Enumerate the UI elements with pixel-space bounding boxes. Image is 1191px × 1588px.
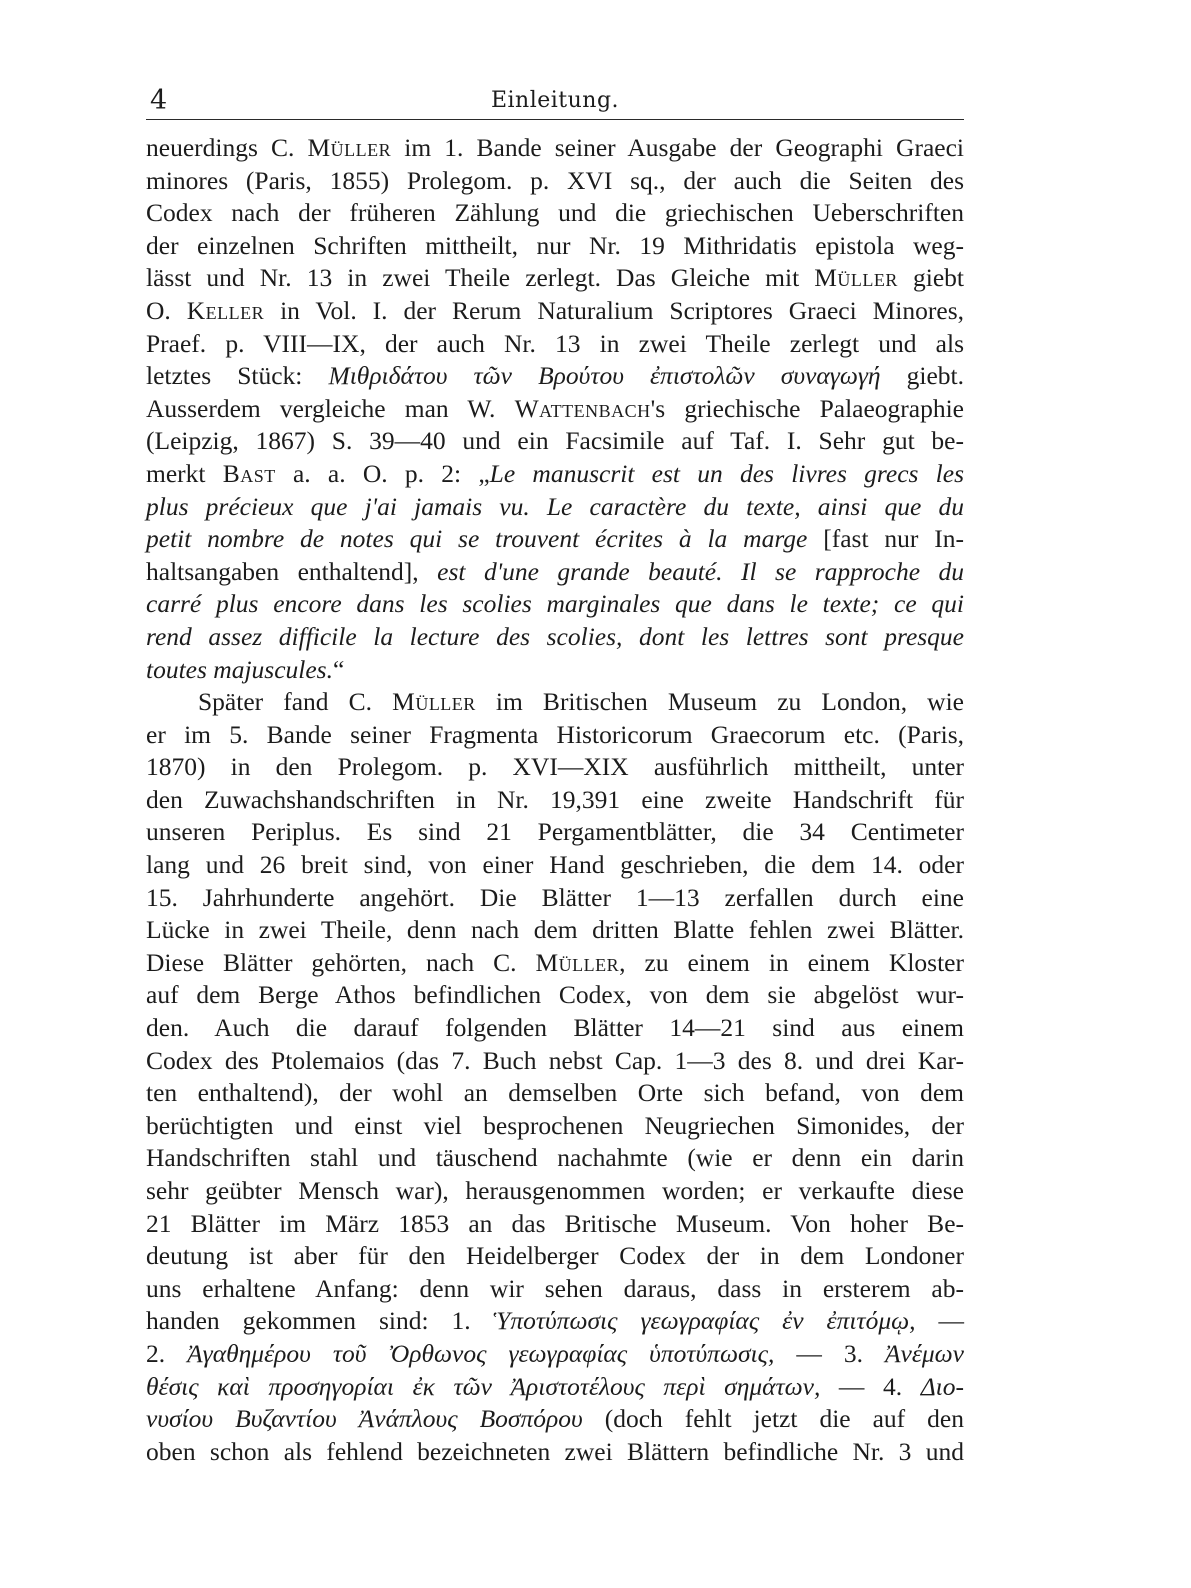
text-line [146, 654, 964, 687]
text-run: , zu einem in einem Kloster [619, 947, 964, 977]
text-run: 15. Jahrhunderte angehört. Die Blätter 1—13 zerfallen durch eine [146, 882, 964, 912]
text-run: Codex des Ptolemaios (das 7. Buch nebst Cap. 1—3 des 8. und drei Kar- [146, 1045, 964, 1075]
text-run: — [915, 1306, 964, 1336]
text-line [146, 523, 964, 556]
text-line [146, 1077, 964, 1110]
text-run: sehr geübter Mensch war), herausgenommen worden; er verkaufte diese [146, 1176, 964, 1205]
author-name: Müller [307, 133, 392, 162]
text-run: — 3. [774, 1338, 885, 1368]
text-line [146, 197, 964, 230]
text-run: in Vol. I. der Rerum Naturalium Scriptores Graeci Minores, [264, 295, 964, 325]
text-line [146, 686, 964, 719]
text-run: ten enthaltend), der wohl an demselben Orte sich befand, von dem [146, 1078, 964, 1108]
text-run: giebt. [880, 361, 964, 391]
text-line [146, 882, 964, 915]
text-run: a. a. O. p. 2: „ [275, 458, 490, 488]
author-name: Keller [186, 295, 265, 325]
text-run: O. [146, 295, 187, 325]
text-run: Handschriften stahl und täuschend nachahmte (wie er denn ein darin [146, 1143, 964, 1173]
italic-text: Ἀνέμων [884, 1338, 965, 1368]
text-line [146, 1436, 964, 1469]
text-line [146, 751, 964, 784]
text-line [146, 556, 964, 589]
text-line [146, 1240, 964, 1273]
author-name: Müller [535, 947, 620, 977]
italic-text: plus précieux que j'ai jamais vu. Le caractère du texte, ainsi que du [146, 491, 964, 521]
text-line [146, 393, 964, 426]
text-run: handen gekommen sind: 1. [146, 1306, 494, 1336]
text-line [146, 1045, 964, 1078]
text-line [146, 262, 964, 295]
text-run: letztes Stück: [146, 361, 329, 391]
text-line [146, 360, 964, 393]
text-line [146, 230, 964, 263]
body-text [146, 132, 964, 1468]
running-title: Einleitung. [490, 88, 620, 113]
italic-text: carré plus encore dans les scolies marginales que dans le texte; ce qui [146, 589, 964, 619]
text-line [146, 1371, 964, 1404]
text-run: minores (Paris, 1855) Prolegom. p. XVI sq., der auch die Seiten des [146, 165, 964, 195]
italic-text: Μιθριδάτου τῶν Βρούτου ἐπιστολῶν συναγωγή [328, 361, 881, 391]
text-line [146, 849, 964, 882]
text-run: 1870) in den Prolegom. p. XVI—XIX ausführlich mittheilt, unter [146, 752, 964, 782]
text-run: — 4. [820, 1371, 921, 1401]
text-run: er im 5. Bande seiner Fragmenta Historicorum Graecorum etc. (Paris, [146, 719, 964, 749]
text-line [146, 1273, 964, 1306]
text-run: Praef. p. VIII—IX, der auch Nr. 13 in zwei Theile zerlegt und als [146, 328, 964, 358]
text-line [146, 979, 964, 1012]
text-run: “ [332, 654, 345, 684]
text-run: (Leipzig, 1867) S. 39—40 und ein Facsimile auf Taf. I. Sehr gut be- [146, 426, 964, 456]
text-line [146, 1208, 964, 1241]
italic-text: Ἀγαθημέρου τοῦ Ὀρθωνος γεωγραφίας ὑποτύπωσις, [187, 1338, 775, 1368]
text-run: haltsangaben enthaltend], [146, 556, 438, 586]
text-run: lässt und Nr. 13 in zwei Theile zerlegt. Das Gleiche mit [146, 263, 815, 293]
text-line [146, 588, 964, 621]
italic-text: νυσίου Βυζαντίου Ἀνάπλους Βοσπόρου [146, 1404, 583, 1434]
author-name: Müller [392, 687, 476, 717]
text-line [146, 328, 964, 361]
text-run: 21 Blätter im März 1853 an das Britische Museum. Von hoher Be- [146, 1208, 964, 1238]
text-line [146, 784, 964, 817]
text-line [146, 458, 964, 491]
italic-text: Διο- [920, 1371, 964, 1401]
text-run: neuerdings C. [146, 133, 308, 162]
italic-text: est d'une grande beauté. Il se rapproche du [437, 556, 964, 586]
header-rule [146, 119, 964, 120]
italic-text: θέσις καὶ προσηγορίαι ἐκ τῶν Ἀριστοτέλους περὶ σημάτων, [146, 1371, 821, 1401]
author-name: Bast [222, 458, 276, 488]
text-run: 's griechische Palaeographie [650, 393, 965, 423]
italic-text: petit nombre de notes qui se trouvent écrites à la marge [146, 524, 808, 554]
text-run: Lücke in zwei Theile, denn nach dem dritten Blatte fehlen zwei Blätter. [146, 915, 964, 945]
text-line [146, 1175, 964, 1208]
text-line [146, 719, 964, 752]
text-line [146, 1305, 964, 1338]
text-run: [fast nur In- [807, 524, 964, 554]
text-line [146, 947, 964, 980]
author-name: Müller [814, 263, 898, 293]
text-run: auf dem Berge Athos befindlichen Codex, von dem sie abgelöst wur- [146, 980, 964, 1010]
text-run: giebt [897, 263, 964, 293]
italic-text: Le manuscrit est un des livres grecs les [489, 458, 965, 488]
text-line [146, 425, 964, 458]
text-line [146, 1110, 964, 1143]
text-line [146, 621, 964, 654]
text-run: Später fand C. [198, 687, 393, 717]
text-line [146, 491, 964, 524]
text-run: Ausserdem vergleiche man W. [146, 393, 515, 423]
text-line [146, 165, 964, 198]
text-run: den. Auch die darauf folgenden Blätter 14—21 sind aus einem [146, 1013, 964, 1043]
text-run: der einzelnen Schriften mittheilt, nur Nr. 19 Mithridatis epistola weg- [146, 230, 964, 260]
running-header [146, 86, 964, 120]
text-run: oben schon als fehlend bezeichneten zwei Blättern befindliche Nr. 3 und [146, 1436, 964, 1466]
author-name: Wattenbach [514, 393, 651, 423]
text-line [146, 1012, 964, 1045]
text-run: lang und 26 breit sind, von einer Hand geschrieben, die dem 14. oder [146, 850, 964, 880]
text-run: den Zuwachshandschriften in Nr. 19,391 eine zweite Handschrift für [146, 784, 964, 814]
text-run: Codex nach der früheren Zählung und die griechischen Ueberschriften [146, 198, 964, 228]
text-line [146, 1338, 964, 1371]
text-line [146, 295, 964, 328]
text-line [146, 1403, 964, 1436]
text-run: Diese Blätter gehörten, nach C. [146, 947, 536, 977]
italic-text: Ὑποτύπωσις γεωγραφίας ἐν ἐπιτόμῳ, [493, 1306, 916, 1336]
text-run: uns erhaltene Anfang: denn wir sehen daraus, dass in ersterem ab- [146, 1273, 964, 1303]
text-run: unseren Periplus. Es sind 21 Pergamentblätter, die 34 Centimeter [146, 817, 964, 847]
text-run: berüchtigten und einst viel besprochenen Neugriechen Simonides, der [146, 1110, 964, 1140]
text-run: im 1. Bande seiner Ausgabe der Geographi Graeci [391, 133, 964, 162]
text-run: merkt [146, 458, 223, 488]
text-line [146, 816, 964, 849]
text-line [146, 914, 964, 947]
text-run: (doch fehlt jetzt die auf den [582, 1404, 965, 1434]
page-number: 4 [150, 85, 168, 116]
italic-text: toutes majuscules. [146, 654, 333, 684]
text-run: 2. [146, 1338, 188, 1368]
text-line [146, 132, 964, 165]
text-run: deutung ist aber für den Heidelberger Codex der in dem Londoner [146, 1241, 964, 1271]
text-run: im Britischen Museum zu London, wie [475, 687, 964, 717]
italic-text: rend assez difficile la lecture des scolies, dont les lettres sont presque [146, 621, 964, 651]
text-line [146, 1142, 964, 1175]
